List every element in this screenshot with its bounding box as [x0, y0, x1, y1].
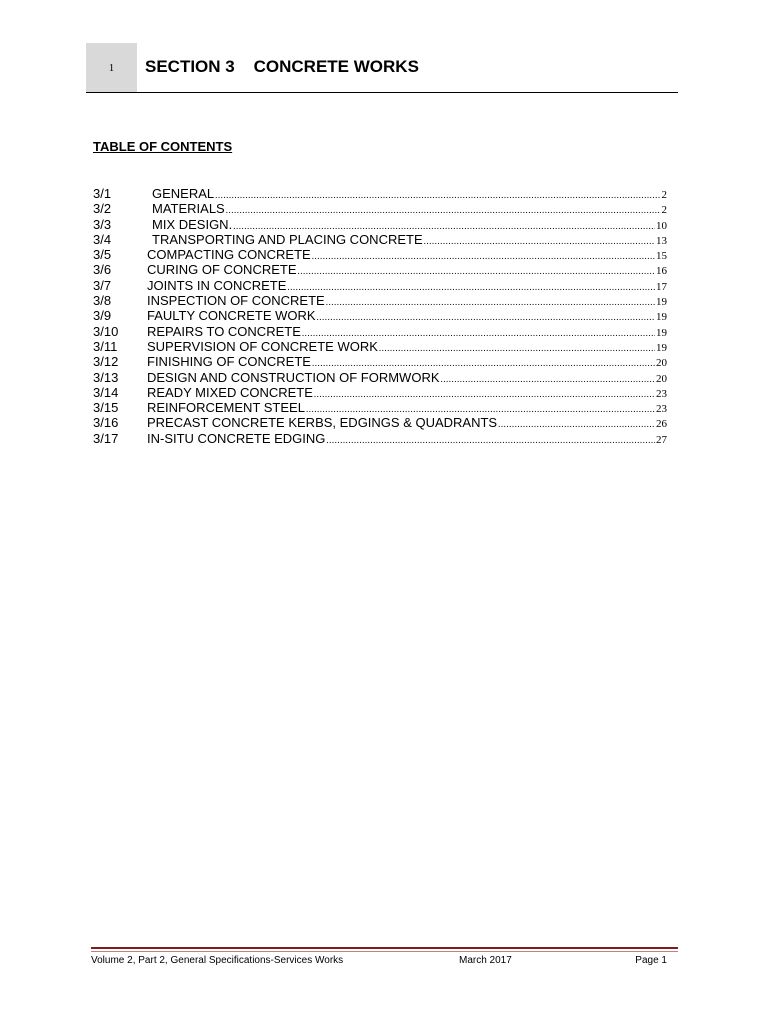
toc-dot-leader [215, 188, 660, 203]
footer-rule [91, 947, 678, 949]
toc-entry-page: 26 [656, 418, 667, 431]
toc-entry-number: 3/7 [93, 277, 112, 293]
page-number-box [86, 43, 137, 92]
toc-entry-page: 23 [656, 403, 667, 416]
footer-page-number: Page 1 [635, 955, 667, 966]
toc-dot-leader [441, 372, 656, 387]
toc-entry-page: 13 [656, 234, 667, 247]
toc-entry-page: 27 [656, 433, 667, 446]
toc-entry[interactable] [93, 354, 667, 369]
toc-entry-title: PRECAST CONCRETE KERBS, EDGINGS & QUADRANTS [147, 415, 498, 431]
toc-entry-title: REINFORCEMENT STEEL [147, 400, 305, 416]
toc-entry[interactable] [93, 278, 667, 293]
toc-dot-leader [424, 234, 655, 249]
toc-dot-leader [287, 280, 655, 295]
toc-entry-number: 3/6 [93, 262, 112, 278]
toc-dot-leader [312, 249, 655, 264]
toc-entry-number: 3/12 [93, 354, 119, 370]
toc-entry[interactable] [93, 232, 667, 247]
toc-entry[interactable] [93, 308, 667, 323]
toc-dot-leader [314, 387, 655, 402]
toc-entry[interactable] [93, 324, 667, 339]
toc-dot-leader [326, 433, 655, 448]
toc-entry-page: 20 [656, 372, 667, 385]
toc-entry[interactable] [93, 217, 667, 232]
toc-entry-title: DESIGN AND CONSTRUCTION OF FORMWORK [147, 369, 440, 385]
toc-entry-number: 3/14 [93, 384, 119, 400]
toc-entry[interactable] [93, 262, 667, 277]
toc-entry-number: 3/13 [93, 369, 119, 385]
toc-entry-number: 3/10 [93, 323, 119, 339]
toc-entry-title: JOINTS IN CONCRETE [147, 277, 287, 293]
toc-entry-title: READY MIXED CONCRETE [147, 384, 313, 400]
toc-entry[interactable] [93, 385, 667, 400]
toc-entry[interactable] [93, 370, 667, 385]
toc-entry-title: CURING OF CONCRETE [147, 262, 297, 278]
toc-entry-page: 19 [656, 326, 667, 339]
toc-entry-page: 17 [656, 280, 667, 293]
toc-entry-number: 3/2 [93, 201, 112, 217]
toc-entry-page: 15 [656, 250, 667, 263]
toc-dot-leader [379, 341, 655, 356]
toc-dot-leader [226, 203, 661, 218]
page-number: 1 [108, 61, 115, 74]
toc-entry-page: 19 [656, 296, 667, 309]
toc-entry-title: COMPACTING CONCRETE [147, 247, 311, 263]
toc-entry-number: 3/3 [93, 216, 112, 232]
toc-entry-title: MATERIALS [152, 201, 225, 217]
toc-entry-page: 20 [656, 357, 667, 370]
toc-entry-number: 3/15 [93, 400, 119, 416]
toc-entry[interactable] [93, 431, 667, 446]
toc-entry[interactable] [93, 186, 667, 201]
toc-entry-page: 10 [656, 219, 667, 232]
toc-entry-page: 19 [656, 341, 667, 354]
toc-entry-page: 16 [656, 265, 667, 278]
toc-dot-leader [298, 264, 656, 279]
toc-entry[interactable] [93, 400, 667, 415]
toc-entry[interactable] [93, 247, 667, 262]
toc-entry-title: GENERAL [152, 186, 215, 201]
toc-entry[interactable] [93, 293, 667, 308]
toc-entry-title: TRANSPORTING AND PLACING CONCRETE [152, 231, 423, 247]
toc-entry-title: SUPERVISION OF CONCRETE WORK [147, 338, 378, 354]
section-title: SECTION 3 CONCRETE WORKS [145, 57, 419, 76]
toc-dot-leader [498, 417, 655, 432]
toc-entry-number: 3/8 [93, 293, 112, 309]
toc-entry[interactable] [93, 201, 667, 216]
footer-rule-secondary [91, 951, 678, 952]
toc-entry-title: INSPECTION OF CONCRETE [147, 293, 325, 309]
toc-entry-number: 3/11 [93, 338, 118, 354]
toc-entry[interactable] [93, 415, 667, 430]
toc-entry-number: 3/4 [93, 231, 112, 247]
toc-entry-title: FAULTY CONCRETE WORK [147, 308, 316, 324]
toc-entry-page: 23 [656, 387, 667, 400]
toc-entry-title: MIX DESIGN. [152, 216, 233, 232]
footer-date: March 2017 [459, 955, 512, 966]
toc-entry-number: 3/17 [93, 430, 119, 446]
toc-entry-title: FINISHING OF CONCRETE [147, 354, 311, 370]
toc-heading: TABLE OF CONTENTS [93, 139, 233, 154]
toc-entry-page: 19 [656, 311, 667, 324]
toc-entry-title: IN-SITU CONCRETE EDGING [147, 430, 326, 446]
toc-entry-number: 3/1 [93, 186, 112, 201]
toc-entry-page: 2 [661, 204, 667, 217]
toc-dot-leader [317, 310, 655, 325]
toc-entry-page: 2 [661, 189, 667, 201]
table-of-contents [93, 186, 667, 446]
toc-entry[interactable] [93, 339, 667, 354]
toc-entry-number: 3/9 [93, 308, 112, 324]
toc-dot-leader [326, 295, 655, 310]
footer-document-name: Volume 2, Part 2, General Specifications-Services Works [91, 955, 344, 966]
header-divider [86, 92, 678, 93]
toc-entry-title: REPAIRS TO CONCRETE [147, 323, 301, 339]
toc-entry-number: 3/5 [93, 247, 112, 263]
toc-entry-number: 3/16 [93, 415, 119, 431]
